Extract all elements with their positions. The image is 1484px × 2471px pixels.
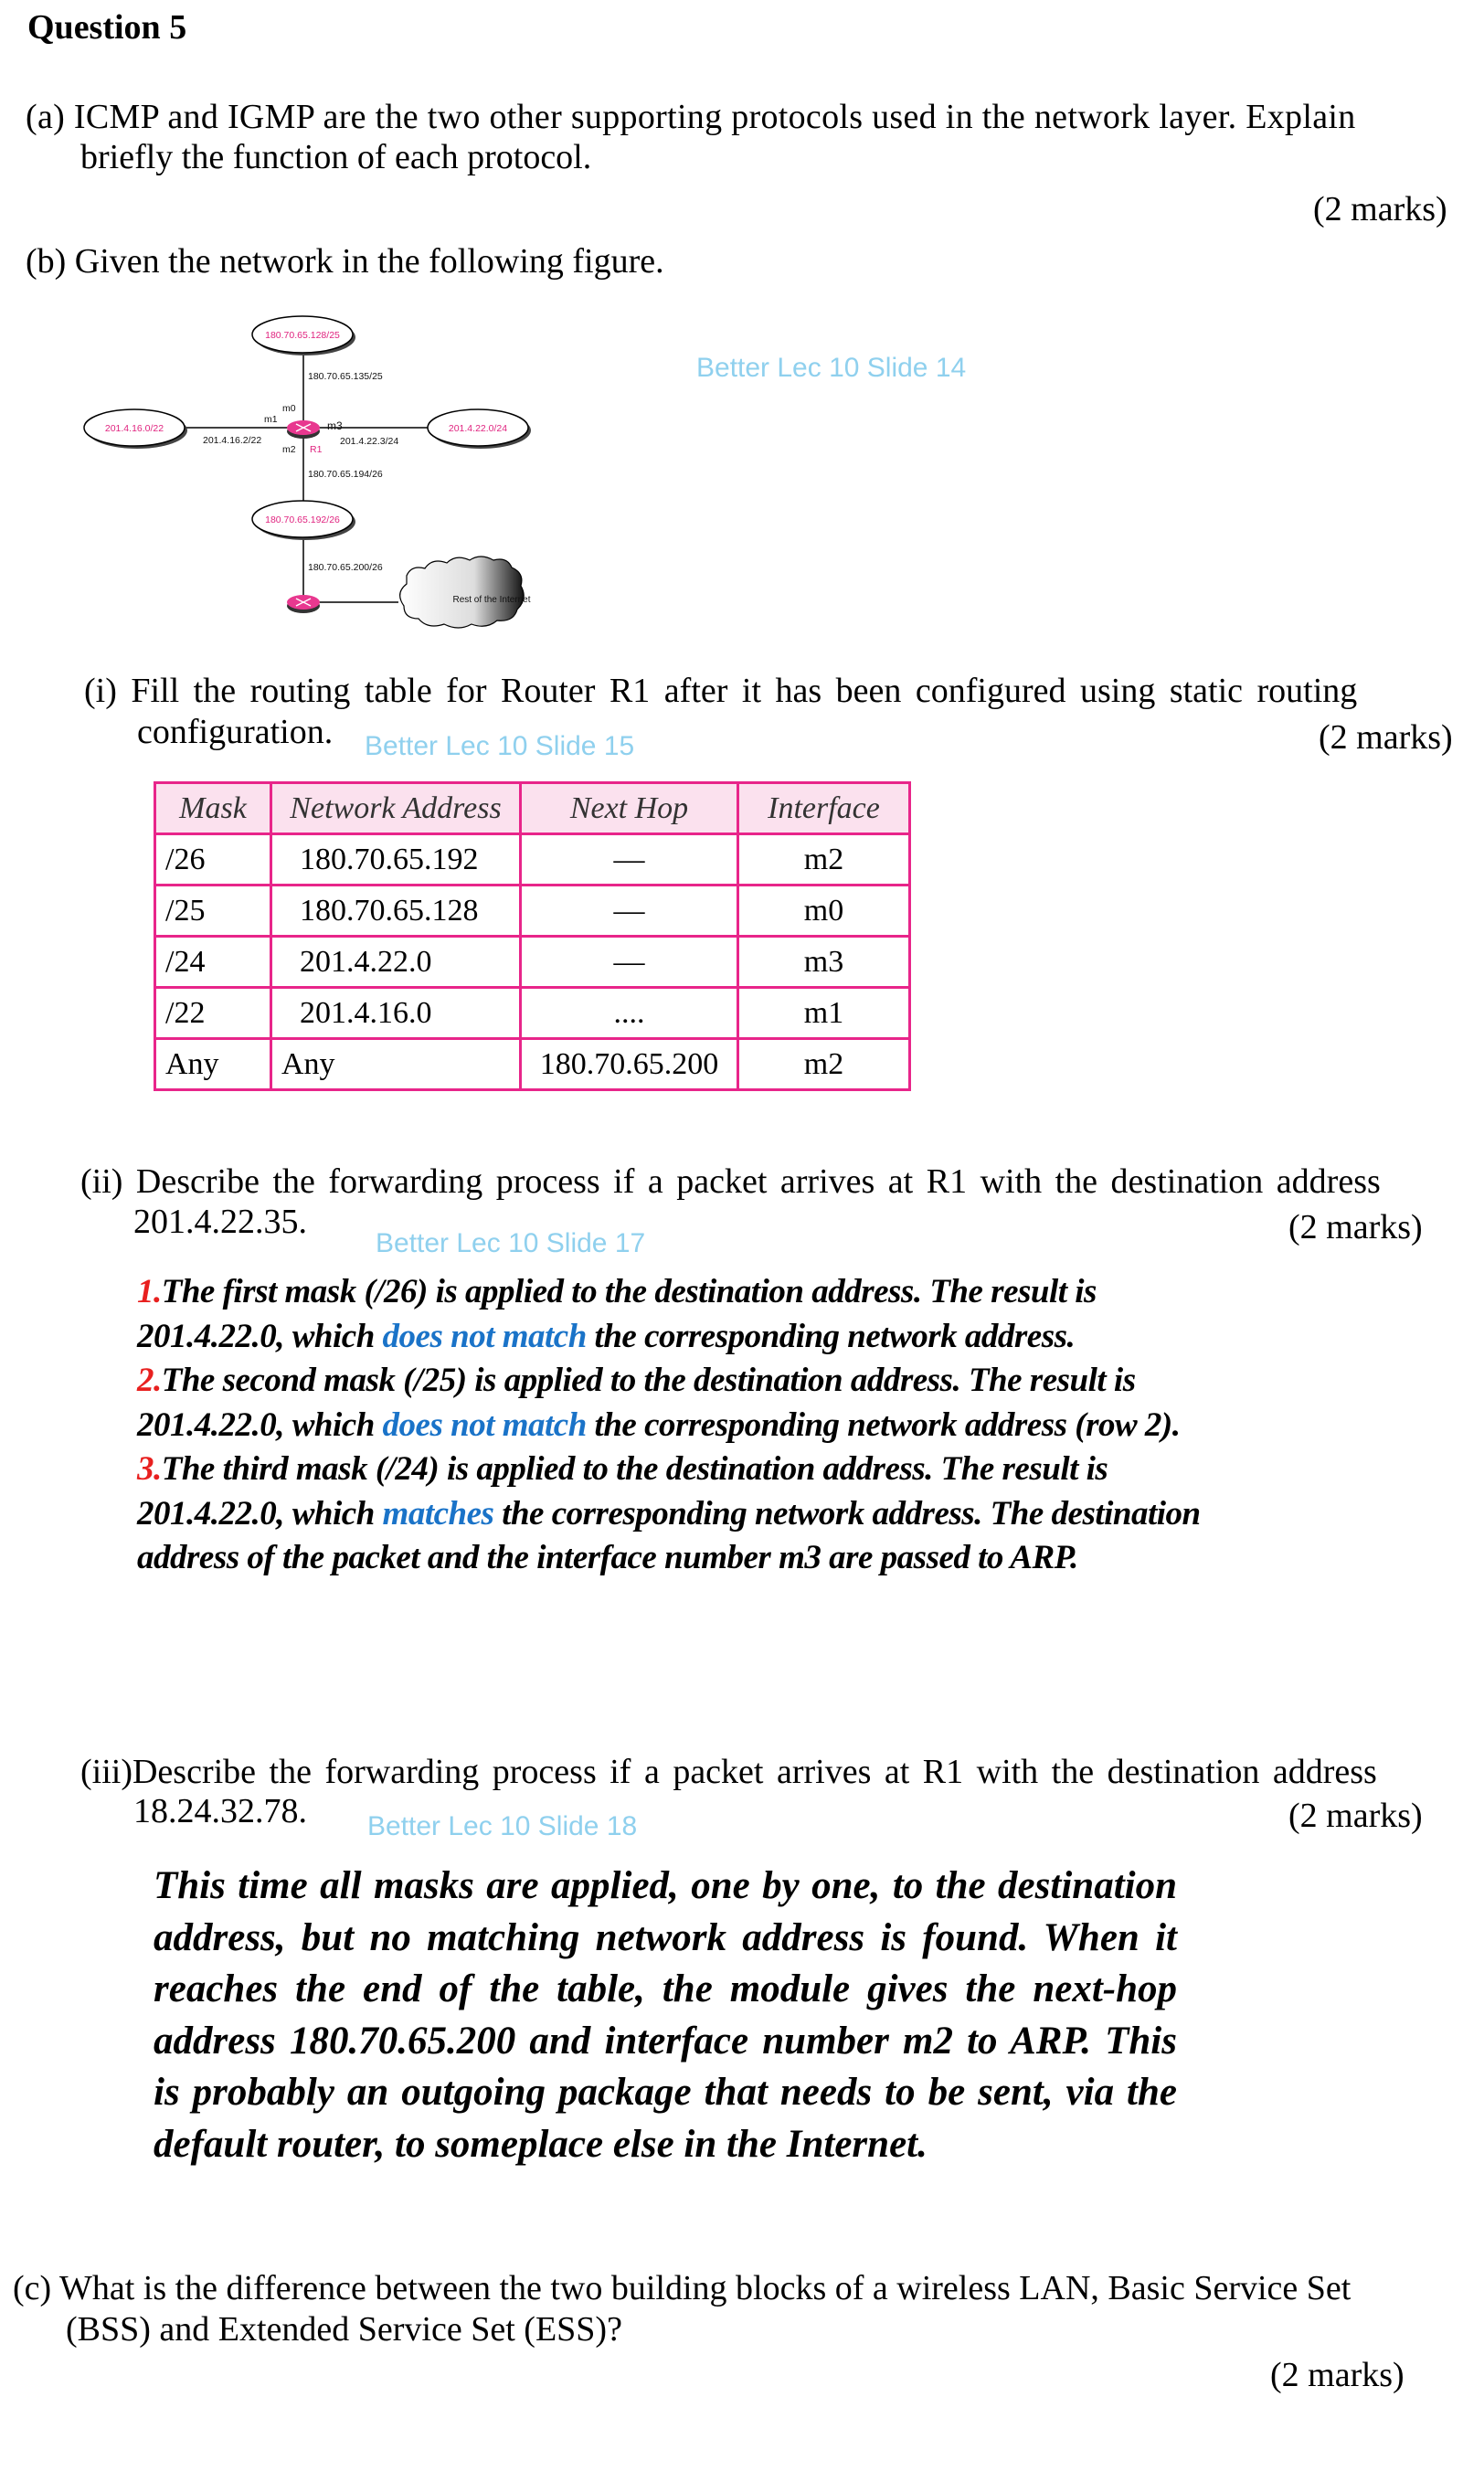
part-bi-line1: (i) Fill the routing table for Router R1 after it has been configured using static routing [84, 672, 1358, 710]
if-m1: m1 [264, 414, 278, 425]
addr-m0: 180.70.65.135/25 [308, 371, 383, 382]
router-label: R1 [310, 444, 323, 455]
part-biii-line1: (iii)Describe the forwarding process if a packet arrives at R1 with the destination address [80, 1753, 1377, 1791]
part-bii-ref: Better Lec 10 Slide 17 [376, 1228, 646, 1258]
cell: m2 [738, 834, 910, 886]
if-m2: m2 [282, 444, 296, 455]
part-bii-marks: (2 marks) [1288, 1208, 1423, 1246]
default-router-icon [287, 595, 320, 613]
answer-step-1 [137, 1270, 1215, 1359]
cell: 180.70.65.128 [271, 886, 521, 937]
step-text: The second mask (/25) is applied to the destination address. The result is 201.4.22.0, which [137, 1362, 1136, 1444]
part-c-line2: (BSS) and Extended Service Set (ESS)? [66, 2310, 622, 2349]
part-bii-line2: 201.4.22.35. [133, 1203, 307, 1241]
part-biii-marks: (2 marks) [1288, 1797, 1423, 1835]
addr-default: 180.70.65.200/26 [308, 562, 383, 573]
part-c-line1: (c) What is the difference between the two building blocks of a wireless LAN, Basic Service Set [13, 2269, 1352, 2307]
part-bi-marks: (2 marks) [1319, 718, 1453, 757]
col-network-address: Network Address [271, 783, 521, 834]
step-text: the corresponding network address (row 2). [586, 1405, 1181, 1444]
question-title: Question 5 [27, 8, 187, 47]
part-a-marks: (2 marks) [1313, 190, 1447, 228]
if-m3: m3 [327, 419, 343, 432]
part-bi-ref: Better Lec 10 Slide 15 [365, 731, 635, 761]
addr-m2: 180.70.65.194/26 [308, 469, 383, 480]
routing-table-header [155, 783, 910, 834]
step-text: The third mask (/24) is applied to the destination address. The result is 201.4.22.0, which [137, 1450, 1108, 1532]
cell: — [521, 937, 738, 988]
cell: 180.70.65.200 [521, 1039, 738, 1090]
cell: 180.70.65.192 [271, 834, 521, 886]
step-text: The first mask (/26) is applied to the destination address. The result is 201.4.22.0, which [137, 1273, 1097, 1355]
cell: /25 [155, 886, 271, 937]
cell: — [521, 886, 738, 937]
net-bottom-label: 180.70.65.192/26 [265, 514, 340, 525]
part-biii-line2: 18.24.32.78. [133, 1792, 307, 1830]
step-text: the corresponding network address. [586, 1317, 1076, 1355]
col-mask: Mask [155, 783, 271, 834]
net-top-label: 180.70.65.128/25 [265, 330, 340, 341]
cell: Any [155, 1039, 271, 1090]
cloud-label: Rest of the Internet [452, 595, 531, 605]
cell: — [521, 834, 738, 886]
part-bii-answer [137, 1270, 1215, 1581]
part-c-marks: (2 marks) [1270, 2356, 1404, 2394]
table-row [155, 834, 910, 886]
step-number: 1. [137, 1273, 162, 1310]
cell: 201.4.22.0 [271, 937, 521, 988]
table-row [155, 988, 910, 1039]
col-interface: Interface [738, 783, 910, 834]
network-diagram [73, 302, 667, 640]
cell: 201.4.16.0 [271, 988, 521, 1039]
cloud-icon [400, 557, 525, 628]
cell: m2 [738, 1039, 910, 1090]
answer-step-2 [137, 1359, 1215, 1448]
part-a-line2: briefly the function of each protocol. [80, 138, 592, 176]
addr-m3: 201.4.22.3/24 [340, 436, 399, 447]
table-row [155, 937, 910, 988]
cell: /24 [155, 937, 271, 988]
cell: m3 [738, 937, 910, 988]
part-biii-ref: Better Lec 10 Slide 18 [367, 1811, 638, 1841]
net-right-label: 201.4.22.0/24 [448, 423, 508, 434]
cell: /22 [155, 988, 271, 1039]
cell: m1 [738, 988, 910, 1039]
cell: .... [521, 988, 738, 1039]
col-next-hop: Next Hop [521, 783, 738, 834]
cell: m0 [738, 886, 910, 937]
highlight-no-match: does not match [382, 1405, 587, 1444]
addr-m1: 201.4.16.2/22 [203, 435, 262, 446]
highlight-match: matches [382, 1494, 494, 1532]
part-bi-line2: configuration. [137, 713, 334, 751]
step-number: 3. [137, 1450, 162, 1488]
answer-step-3 [137, 1448, 1215, 1581]
highlight-no-match: does not match [382, 1317, 587, 1355]
step-text: the corresponding network address. The destination address of the packet and the interface number m3 are passed to ARP. [137, 1494, 1201, 1576]
net-left-label: 201.4.16.0/22 [104, 423, 164, 434]
figure-ref: Better Lec 10 Slide 14 [696, 353, 967, 383]
part-a-line1: (a) ICMP and IGMP are the two other supporting protocols used in the network layer. Explain [26, 98, 1356, 136]
table-row [155, 1039, 910, 1090]
cell: Any [271, 1039, 521, 1090]
if-m0: m0 [282, 403, 296, 414]
part-bii-line1: (ii) Describe the forwarding process if a packet arrives at R1 with the destination address [80, 1162, 1381, 1201]
part-biii-answer: This time all masks are applied, one by one, to the destination address, but no matching network address is found. When it reaches the end of the table, the module gives the next-hop address 180.70.65.200 and interface number m2 to ARP. This is probably an outgoing package that needs to be sent, via the default router, to someplace else in the Internet. [154, 1864, 1177, 2166]
table-row [155, 886, 910, 937]
router-r1-icon [287, 420, 320, 439]
routing-table [154, 781, 911, 1091]
cell: /26 [155, 834, 271, 886]
part-b-intro: (b) Given the network in the following figure. [26, 242, 664, 281]
step-number: 2. [137, 1362, 162, 1399]
